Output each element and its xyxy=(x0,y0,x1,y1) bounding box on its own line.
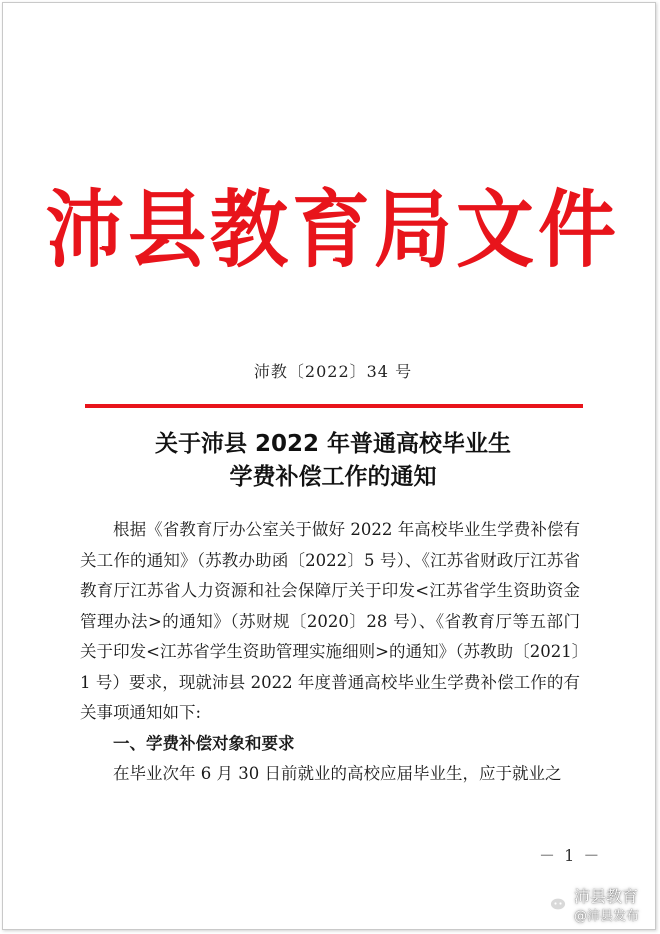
wechat-watermark xyxy=(540,882,656,926)
wechat-icon xyxy=(540,889,568,913)
title-line-2: 学费补偿工作的通知 xyxy=(229,464,437,490)
masthead-title: 沛县教育局文件 xyxy=(45,182,620,280)
section-heading-1: 一、学费补偿对象和要求 xyxy=(113,733,295,753)
body-paragraph-1: 根据《省教育厅办公室关于做好 2022 年高校毕业生学费补偿有关工作的通知》（苏教办助函〔2022〕5 号）、《江苏省财政厅江苏省教育厅江苏省人力资源和社会保障厅关于印发<江苏省学生资助资金管理办法>的通知》（苏财规〔2020〕28 号）、《省教育厅等五部门关于印发<江苏省学生资助管理实施细则>的通知》（苏教助〔2021〕1 号）要求，现就沛县 2022 年度普通高校毕业生学费补偿工作的有关事项通知如下: xyxy=(80,520,580,722)
document-number: 沛教〔2022〕34 号 xyxy=(253,362,413,381)
watermark-account-name: 沛县教育 xyxy=(574,887,639,906)
document-title xyxy=(3,428,660,494)
red-divider-line xyxy=(85,404,583,408)
watermark-source: @沛县发布 xyxy=(574,909,640,924)
document-page xyxy=(2,2,656,930)
title-line-1: 关于沛县 2022 年普通高校毕业生 xyxy=(154,431,512,457)
body-paragraph-2: 在毕业次年 6 月 30 日前就业的高校应届毕业生，应于就业之 xyxy=(113,764,562,783)
document-body xyxy=(80,515,580,790)
page-number: － 1 － xyxy=(539,846,602,865)
